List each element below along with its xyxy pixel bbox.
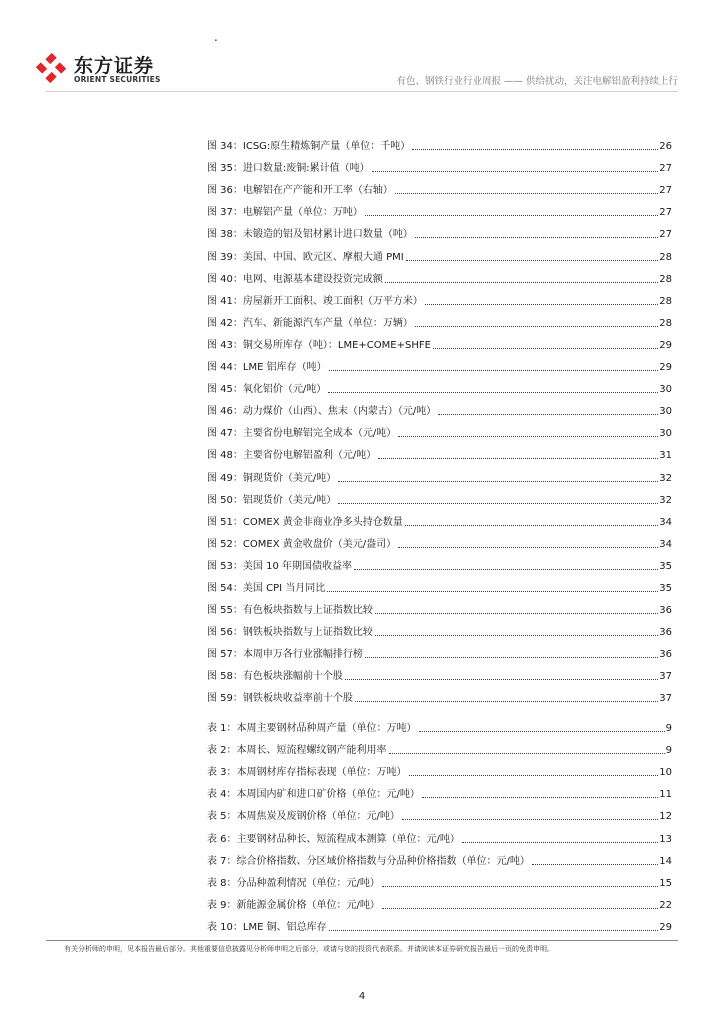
figure-entry-label: 图 54：美国 CPI 当月同比 [207,582,326,594]
logo-english-name: ORIENT SECURITIES [74,75,161,84]
dot-leader [406,260,659,261]
footer-divider [46,940,678,941]
table-entry-label: 表 8：分品种盈利情况（单位：元/吨） [207,877,380,889]
figure-entry[interactable] [207,418,672,440]
dot-leader [438,414,658,415]
table-entry[interactable] [207,757,672,779]
dot-leader [402,819,658,820]
table-entry[interactable] [207,801,672,823]
figure-entry-label: 图 46：动力煤价（山西）、焦末（内蒙古）（元/吨） [207,406,437,418]
footer-disclaimer: 有关分析师的申明，见本报告最后部分。其他重要信息披露见分析师申明之后部分，或请与您的投资代表联系。并请阅读本证券研究报告最后一页的免责申明。 [64,945,554,953]
figure-entry-page: 27 [659,207,672,219]
dot-leader [328,392,658,393]
table-entry-page: 22 [659,899,672,911]
figure-entry-page: 29 [659,339,672,351]
table-entry[interactable] [207,846,672,868]
figure-entry[interactable] [207,175,672,197]
figure-entry-label: 图 34：ICSG:原生精炼铜产量（单位：千吨） [207,141,411,153]
figure-entry-page: 28 [659,273,672,285]
figure-entry-label: 图 38：未锻造的铝及铝材累计进口数量（吨） [207,229,413,241]
dot-leader [412,149,658,150]
figure-entry[interactable] [207,617,672,639]
figure-entry-page: 30 [659,428,672,440]
dot-leader [365,215,658,216]
figure-entry-label: 图 39：美国、中国、欧元区、摩根大通 PMI [207,251,404,263]
table-entry-label: 表 5：本周焦炭及废钢价格（单位：元/吨） [207,811,400,823]
figure-entry-page: 37 [659,693,672,705]
report-title: 有色、钢铁行业行业周报 —— 供给扰动，关注电解铝盈利持续上行 [396,76,678,87]
dot-leader [405,525,659,526]
figure-entry[interactable] [207,286,672,308]
dot-leader [425,304,658,305]
figure-entry-page: 27 [659,185,672,197]
figure-index [207,131,672,705]
figure-entry-label: 图 51：COMEX 黄金非商业净多头持仓数量 [207,516,403,528]
figure-entry-label: 图 41：房屋新开工面积、竣工面积（万平方米） [207,295,423,307]
table-entry-page: 10 [659,767,672,779]
dot-leader [382,908,658,909]
dot-leader [462,842,658,843]
table-entry-page: 9 [665,723,672,735]
figure-entry[interactable] [207,440,672,462]
table-entry-label: 表 10：LME 铜、铝总库存 [207,921,327,933]
dot-leader [398,436,658,437]
figure-entry-label: 图 42：汽车、新能源汽车产量（单位：万辆） [207,317,413,329]
dot-leader [355,701,658,702]
figure-entry-page: 27 [659,163,672,175]
figure-entry-page: 30 [659,406,672,418]
dot-leader [329,930,659,931]
table-entry[interactable] [207,912,672,934]
table-entry-page: 13 [659,833,672,845]
dot-leader [395,193,658,194]
dot-leader [415,326,658,327]
figure-entry[interactable] [207,219,672,241]
figure-entry[interactable] [207,153,672,175]
dot-leader [385,282,658,283]
figure-entry-label: 图 35：进口数量:废铜:累计值（吨） [207,163,370,175]
figure-entry-label: 图 48：主要省份电解铝盈利（元/吨） [207,450,377,462]
dot-leader [433,348,658,349]
dot-leader [409,775,659,776]
dot-leader [345,679,658,680]
figure-entry[interactable] [207,462,672,484]
header-divider [46,91,678,92]
dot-leader [415,237,658,238]
table-entry-label: 表 6：主要钢材品种长、短流程成本测算（单位：元/吨） [207,833,460,845]
figure-entry[interactable] [207,661,672,683]
dot-leader [422,797,658,798]
table-entry-page: 14 [659,855,672,867]
figure-entry-page: 36 [659,649,672,661]
table-entry[interactable] [207,779,672,801]
table-entry-label: 表 4：本周国内矿和进口矿价格（单位：元/吨） [207,789,420,801]
table-entry-page: 15 [659,877,672,889]
figure-entry[interactable] [207,529,672,551]
dot-leader [372,171,659,172]
figure-entry-page: 28 [659,317,672,329]
table-entry[interactable] [207,713,672,735]
figure-entry-page: 36 [659,627,672,639]
figure-entry-label: 图 50：铝现货价（美元/吨） [207,494,337,506]
dot-leader [338,503,658,504]
figure-entry-label: 图 37：电解铝产量（单位：万吨） [207,207,363,219]
figure-entry[interactable] [207,131,672,153]
figure-entry-label: 图 58：有色板块涨幅前十个股 [207,671,343,683]
figure-entry[interactable] [207,507,672,529]
dot-leader [382,886,658,887]
figure-entry-page: 35 [659,582,672,594]
figure-entry-page: 32 [659,494,672,506]
figure-entry-label: 图 36：电解铝在产产能和开工率（右轴） [207,185,393,197]
figure-entry[interactable] [207,308,672,330]
table-entry-label: 表 9：新能源金属价格（单位：元/吨） [207,899,380,911]
figure-entry-label: 图 53：美国 10 年期国债收益率 [207,560,352,572]
figure-entry[interactable] [207,683,672,705]
figure-entry-page: 34 [659,538,672,550]
dot-leader [378,458,658,459]
figure-entry-label: 图 44：LME 铝库存（吨） [207,362,327,374]
figure-entry[interactable] [207,352,672,374]
figure-entry[interactable] [207,573,672,595]
figure-entry[interactable] [207,197,672,219]
figure-entry-page: 31 [659,450,672,462]
figure-entry-page: 35 [659,560,672,572]
dot-leader [365,657,658,658]
dot-leader [389,753,665,754]
table-entry-label: 表 7：综合价格指数、分区域价格指数与分品种价格指数（单位：元/吨） [207,855,530,867]
figure-entry-label: 图 52：COMEX 黄金收盘价（美元/盎司） [207,538,397,550]
figure-entry-label: 图 59：钢铁板块收益率前十个股 [207,693,353,705]
figure-entry-page: 30 [659,384,672,396]
figure-entry-label: 图 57：本周申万各行业涨幅排行榜 [207,649,363,661]
figure-entry[interactable] [207,264,672,286]
figure-entry[interactable] [207,374,672,396]
logo-chinese-name: 东方证券 [74,55,155,77]
table-entry-label: 表 3：本周钢材库存指标表现（单位：万吨） [207,767,407,779]
dot-leader [329,370,659,371]
table-entry[interactable] [207,890,672,912]
header-dot: . [214,30,218,44]
figure-entry-page: 29 [659,362,672,374]
page-number: 4 [358,991,366,1002]
figure-entry[interactable] [207,551,672,573]
figure-entry[interactable] [207,595,672,617]
figure-entry-page: 28 [659,295,672,307]
table-entry-label: 表 1：本周主要钢材品种周产量（单位：万吨） [207,723,417,735]
figure-entry-label: 图 56：钢铁板块指数与上证指数比较 [207,627,373,639]
dot-leader [532,864,658,865]
figure-entry[interactable] [207,485,672,507]
figure-entry-page: 37 [659,671,672,683]
table-entry[interactable] [207,823,672,845]
figure-entry-page: 32 [659,472,672,484]
table-entry-page: 11 [659,789,672,801]
dot-leader [375,635,658,636]
figure-entry[interactable] [207,396,672,418]
figure-entry-page: 27 [659,229,672,241]
figure-entry-label: 图 43：铜交易所库存（吨）：LME+COME+SHFE [207,339,431,351]
dot-leader [338,481,658,482]
figure-entry-page: 26 [659,141,672,153]
figure-entry[interactable] [207,639,672,661]
figure-entry-label: 图 45：氧化铝价（元/吨） [207,384,327,396]
dot-leader [398,547,658,548]
dot-leader [327,591,658,592]
table-entry[interactable] [207,868,672,890]
figure-entry[interactable] [207,330,672,352]
table-entry-page: 12 [659,811,672,823]
figure-entry-label: 图 55：有色板块指数与上证指数比较 [207,605,373,617]
figure-entry-label: 图 49：铜现货价（美元/吨） [207,472,337,484]
figure-entry-page: 28 [659,251,672,263]
figure-entry-page: 34 [659,516,672,528]
dot-leader [375,613,658,614]
table-entry-page: 29 [659,921,672,933]
figure-entry[interactable] [207,241,672,263]
figure-entry-label: 图 47：主要省份电解铝完全成本（元/吨） [207,428,397,440]
dot-leader [419,731,665,732]
figure-entry-page: 36 [659,605,672,617]
table-index [207,713,672,934]
table-entry-label: 表 2：本周长、短流程螺纹钢产能利用率 [207,745,387,757]
figure-entry-label: 图 40：电网、电源基本建设投资完成额 [207,273,383,285]
table-entry[interactable] [207,735,672,757]
dot-leader [354,569,658,570]
table-entry-page: 9 [665,745,672,757]
